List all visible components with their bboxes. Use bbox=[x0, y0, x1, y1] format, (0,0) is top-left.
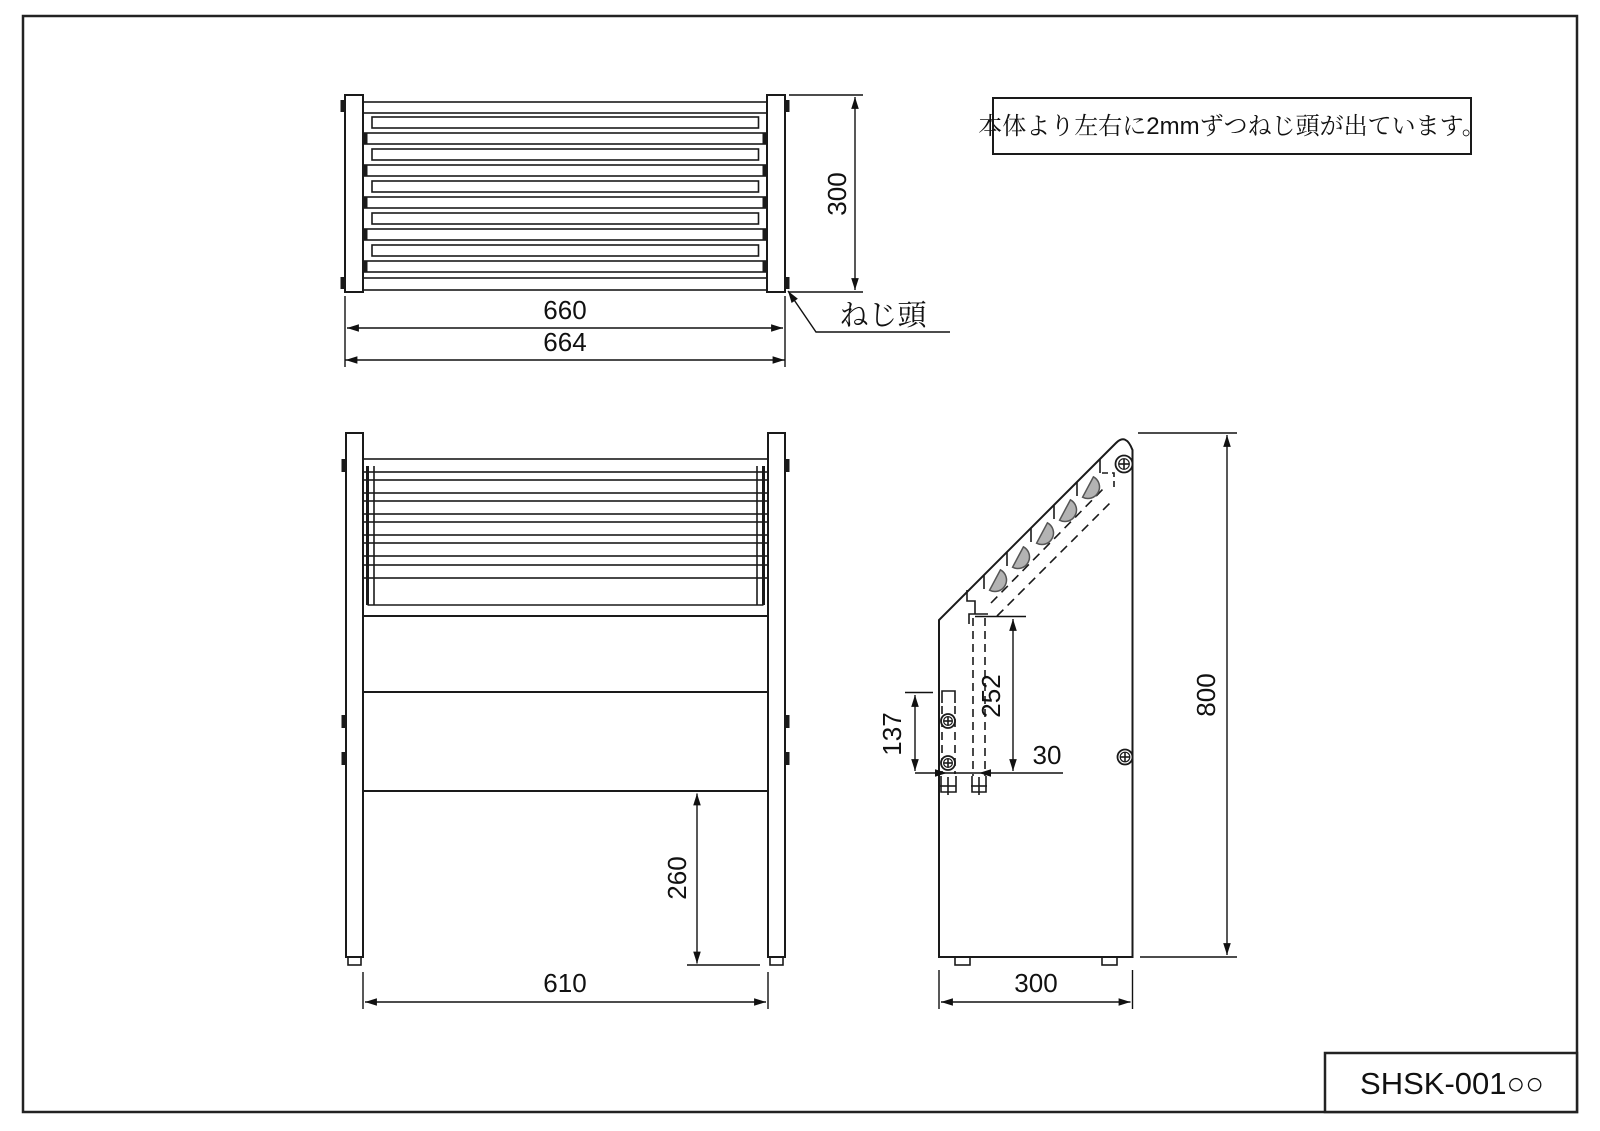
title-block bbox=[1325, 1053, 1577, 1112]
right-post bbox=[768, 433, 785, 957]
screw-top bbox=[1116, 456, 1133, 473]
right-rail bbox=[767, 95, 785, 292]
note-box bbox=[978, 98, 1485, 154]
dim-front-lower-height: 260 bbox=[662, 856, 692, 900]
drawing-number: SHSK-001○○ bbox=[1360, 1066, 1544, 1101]
dim-top-total-width: 664 bbox=[543, 327, 587, 357]
note-text: 本体より左右に2mmずつねじ頭が出ています。 bbox=[978, 113, 1486, 140]
left-post bbox=[346, 433, 363, 957]
screw-head-label: ねじ頭 bbox=[839, 300, 927, 332]
dim-side-screw-pitch: 137 bbox=[877, 712, 907, 756]
dim-side-slot-length: 252 bbox=[976, 674, 1006, 718]
screw-front-lower bbox=[941, 756, 955, 770]
dim-side-depth: 300 bbox=[1014, 968, 1058, 998]
dim-top-body-width: 660 bbox=[543, 295, 587, 325]
dim-side-slot-gap: 30 bbox=[1032, 740, 1062, 770]
dim-top-depth: 300 bbox=[822, 172, 852, 216]
dim-side-height: 800 bbox=[1191, 673, 1221, 717]
screw-front-upper bbox=[941, 714, 955, 728]
sheet-border bbox=[23, 16, 1577, 1112]
left-rail bbox=[345, 95, 363, 292]
screw-right bbox=[1118, 750, 1133, 765]
dim-front-inner-width: 610 bbox=[543, 968, 587, 998]
